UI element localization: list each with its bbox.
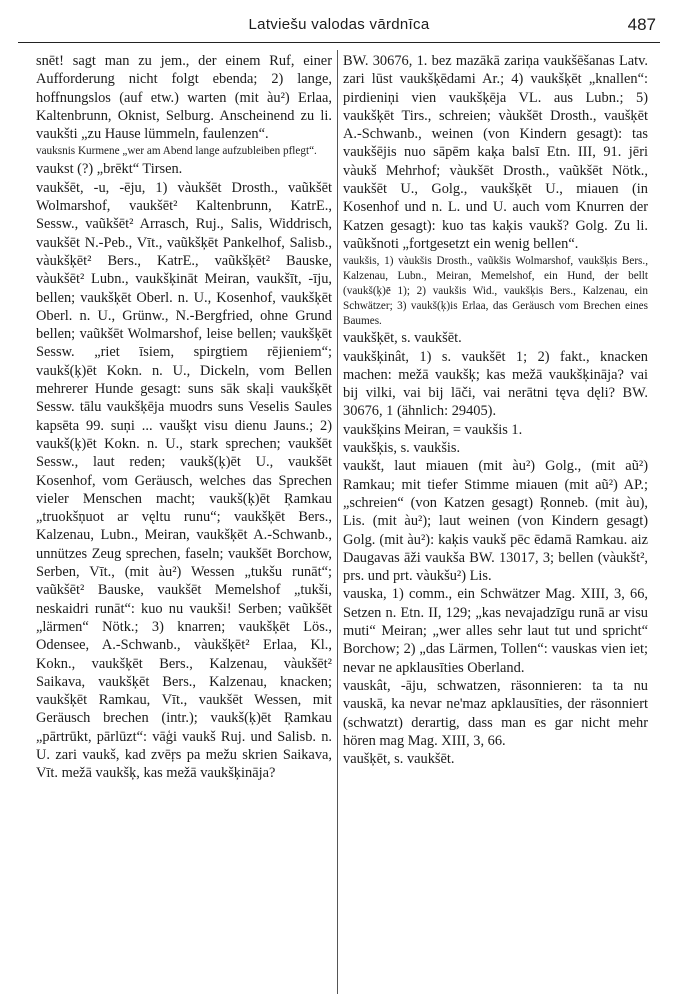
entry-vauksnis: vauksnis Kurmene „wer am Abend lange aufzubleiben pflegt“. bbox=[36, 145, 317, 158]
entry-vaukskket: vaukšķēt, s. vaukšēt. bbox=[343, 330, 462, 347]
entry-vaukskkins: vaukšķins Meiran, = vaukšis 1. bbox=[343, 421, 523, 438]
entry-vauska: vauska, 1) comm., ein Schwätzer Mag. XIII, 3, 66, Setzen n. Etn. II, 129; „kas nevajadzīgu runā ar visu muti“ Meiran; „wer alles sehr laut tut und spricht“ Borchow; 2) „das Lärmen, Tollen“: vauskas vien iet; nevar ne apklausīties Oberland. bbox=[343, 586, 648, 676]
header-rule bbox=[18, 42, 660, 43]
entry-vauksset: vaukšēt, -u, -ēju, 1) vàukšēt Drosth., vaũkšēt Wolmarshof, vaukšēt² Kaltenbrunn, KatrE., Sessw., vaũkšēt² Arrasch, Ruj., Salis, Widdrisch, vaukšēt N.-Peb., Vīt., vaũkšķēt Pankelhof, Salisb., vàukšķēt² Bers., KatrE., vaũkšķēt² Bauske, vàukšēt² Lubn., vaukšķināt Meiran, vaukšīt, -īju, bellen; vaukšķēt Oberl. n. U., Kosenhof, vaukšķēt Oberl. n. U., Grünw., N.-Bergfried, ohne Grund bellen; vaũkšēt Wolmarshof, leise bellen; vaukšķēt Sessw. „riet īsiem, spirgtiem rējieniem“; vaukš(ķ)ēt Kokn. n. U., Dickeln, vom Bellen mehrerer Hunde gesagt: suns sāk skaļi vaukšķēt Sessw. tālu vaukšķēja muodrs suns Veselis Saules kapsēta 99. suņi ... vaušķt visu dienu Jauns.; 2) vaukš(ķ)ēt Kokn. n. U., stark sprechen; vaukšēt Sessw., laut reden; vaukš(ķ)ēt U., vaukšēt Kosenhof, vom Geräusch, welches das Sprechen vieler Menschen macht; vaukš(ķ)ēt Ŗamkau „truokšņuot ar vęltu runu“; vaukšķēt Bers., Kalzenau, Lubn., Meiran, vaukšķēt A.-Schwanb., unnützes Zeug sprechen, faseln; vaukšēt Borchow, Serben, Vīt., (mit àu²) Wessen „tukšu runāt“; vaũkšēt² Bauske, vaukšēt Memelshof „tukši, neskaidri runāt“: kuo nu vaukši! Serben; vaũkšēt „lärmen“ Nötk.; 3) knarren; vaukšķēt Lös., Odensee, A.-Schwanb., vàukšķēt² Erlaa, Kl., Kokn., vaukšķēt Bers., Kalzenau, vàukšēt² Saikava, vaukšķēt Bers., Kalzenau, knacken; vaukšķēt Ramkau, Vīt., vaukšēt Wessen, mit Geräusch brechen (intr.); vaukš(ķ)ēt Ŗamkau „pārtrūkt, pārlūzt“: vāģi vaukš Ruj. und Salisb. n. U. zari vaukš, kad zvēŗs pa mežu skrien Saikava, Vīt. mežā vaukšķ, kas mežā vaukšķināja? bbox=[36, 179, 332, 782]
running-title: Latviešu valodas vārdnīca bbox=[248, 16, 430, 33]
entry-vauskat: vauskât, -āju, schwatzen, räsonnieren: ta ta nu vauskā, ka nevar ne'maz apklausīties, der räsonniert (schwatzt) derartig, dass man es gar nicht mehr hören mag Mag. XIII, 3, 66. bbox=[343, 677, 648, 749]
entry-vausket: vaušķēt, s. vaukšēt. bbox=[343, 751, 455, 768]
entry-paragraph: snēt! sagt man zu jem., der einem Ruf, einer Aufforderung nicht folgt ebenda; 2) lange, hoffnungslos (auf etw.) warten (mit àu²) Erlaa, Kaltenbrunn, Oknist, Selburg. Anscheinend zu li. vaukšti „zu Hause lümmeln, faulenzen“. bbox=[36, 53, 332, 143]
entry-vaukst: vaukst (?) „brēkt“ Tirsen. bbox=[36, 161, 183, 178]
right-column bbox=[343, 52, 648, 996]
left-column bbox=[36, 52, 332, 996]
entry-vaukskkis: vaukšķis, s. vaukšis. bbox=[343, 440, 461, 457]
page-header bbox=[18, 8, 660, 38]
entry-vaukst-miauen: vaukšt, laut miauen (mit àu²) Golg., (mit aũ²) Ramkau; mit tiefer Stimme miauen (mit aũ²) AP.; „schreien“ (von Katzen gesagt) Ŗonneb. (mit àu), Lis. (mit àu²); laut weinen (von Kindern gesagt) Golg. (mit àu²): kaķis vaukš pēc ēdamā Ramkau. aiz Daugavas āži vaukša BW. 13017, 3; bellen (vàukšt², prs. und prt. vàukšu²) Lis. bbox=[343, 458, 648, 585]
column-divider bbox=[337, 50, 338, 994]
entry-continuation: BW. 30676, 1. bez mazākā zariņa vaukšēšanas Latv. zari lūst vaukšķēdami Ar.; 4) vaukšķēt „knallen“: pirdieniņi vien vaukšķēja VL. aus Lubn.; 5) vaukšķēt Tirs., schreien; vàukšēt Drosth., vaušķēt A.-Schwanb., weinen (von Kindern gesagt): tas vaukšējis nuo sāpēm kaķa balsī Etn. III, 91. jēri vàukš Mehrhof; vàukšēt Drosth., vaũkšēt Nötk., vaukšēt U., Golg., vaukšķēt U., miauen (in Kosenhof und n. L. und U. auch vom Knurren der Katzen gesagt): kuo tas kaķis vaukš? Golg. Zu li. vaũkšnoti „fortgesetzt ein wenig bellen“. bbox=[343, 53, 648, 252]
entry-vaukskkinat: vaukšķinât, 1) s. vaukšēt 1; 2) fakt., knacken machen: mežā vaukšķ; kas mežā vaukšķināja? vai bij vilki, vai bij lāči, vai nerātni tęva dęli? BW. 30676, 1 (ähnlich: 29405). bbox=[343, 348, 648, 420]
entry-vauksis: vaukšis, 1) vàukšis Drosth., vaũkšis Wolmarshof, vaukšķis Bers., Kalzenau, Lubn., Meiran, Memelshof, ein Hund, der bellt (vaukš(ķ)ē 1); 2) vaukšis Wid., vaukšķis Bers., Kalzenau, ein Schwätzer; 3) vaukš(ķ)is Erlaa, das Geräusch vom Brechen eines Baumes. bbox=[343, 255, 648, 328]
page-number: 487 bbox=[627, 15, 656, 34]
